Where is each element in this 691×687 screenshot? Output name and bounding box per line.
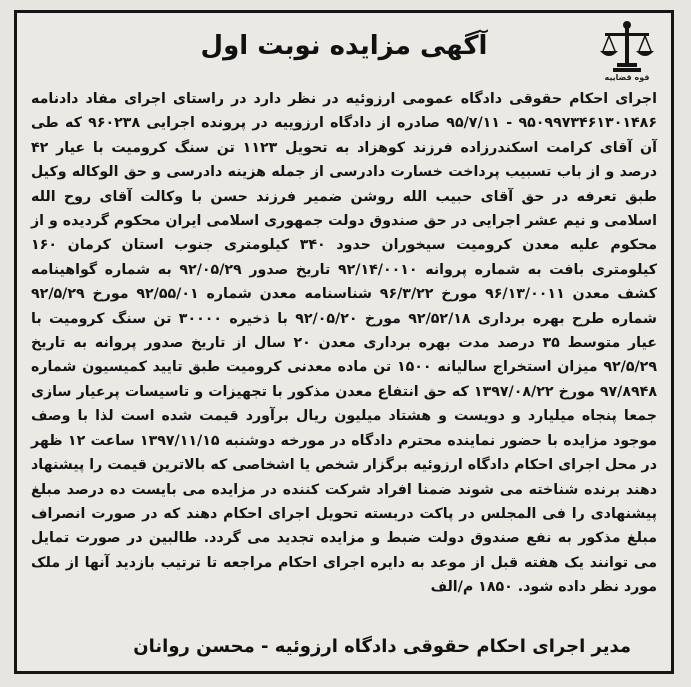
notice-signature: مدیر اجرای احکام حقوقی دادگاه ارزوئیه - محسن روانان: [133, 636, 631, 657]
notice-title: آگهی مزایده نوبت اول: [200, 31, 488, 61]
emblem-caption: قوه قضاییه: [604, 73, 650, 82]
notice-body: اجرای احکام حقوقی دادگاه عمومی ارزوئیه در نظر دارد در راستای اجرای مفاد دادنامه ۹۵۰۹۹۷۳۴۶۱۳۰۱۴۸۶ - ۹۵/۷/۱۱ صادره از دادگاه ارزوییه در پرونده اجرایی ۹۶۰۲۳۸ که طی آن آقای کرامت اسکندرزاده فرزند کوهزاد به تحویل ۱۱۲۳ تن سنگ کرومیت با عیار ۴۲ درصد و از باب تسبیب پرداخت خسارت دادرسی از جمله هزینه دادرسی و حق الوکاله وکیل طبق تعرفه در حق آقای حبیب الله روشن ضمیر فرزند حسن با وکالت آقای روح الله اسلامی و نیم عشر اجرایی در حق صندوق دولت جمهوری اسلامی ایران محکوم گردیده و از محکوم علیه معدن کرومیت سیخوران حدود ۳۴۰ کیلومتری جنوب استان کرمان ۱۶۰ کیلومتری بافت به شماره پروانه ۹۲/۱۴/۰۰۱۰ تاریخ صدور ۹۲/۰۵/۲۹ به شماره گواهینامه کشف معدن ۹۶/۱۳/۰۰۱۱ مورخ ۹۶/۳/۲۲ شناسنامه معدن شماره ۹۲/۵۵/۰۱ مورخ ۹۲/۵/۲۹ شماره طرح بهره برداری ۹۲/۵۲/۱۸ مورخ ۹۲/۰۵/۲۰ با ذخیره ۳۰۰۰۰ تن سنگ کرومیت با عیار متوسط ۳۵ درصد مدت بهره برداری معدن ۲۰ سال از تاریخ صدور پروانه به تاریخ ۹۲/۵/۲۹ میزان استخراج سالیانه ۱۵۰۰ تن ماده معدنی کرومیت طبق تایید کمیسیون شماره ۹۷/۸۹۴۸ مورخ ۱۳۹۷/۰۸/۲۲ که حق انتفاع معدن مذکور با تجهیزات و تاسیسات پرعیار سازی جمعا پنجاه میلیارد و دویست و هشتاد میلیون ریال برآورد قیمت شده است لذا با وصف موجود مزایده با حضور نماینده محترم دادگاه در مورخه دوشنبه ۱۳۹۷/۱۱/۱۵ ساعت ۱۲ ظهر در محل اجرای احکام دادگاه ارزوئیه برگزار شخص یا اشخاصی که بالاترین قیمت را پیشنهاد دهند برنده شناخته می شوند ضمنا افراد شرکت کننده در مزایده می بایست ده درصد مبلغ پیشنهادی را فی المجلس در پاکت دربسته تحویل اجرای احکام دهند که در صورت انصراف مبلغ مذکور به نفع صندوق دولت ضبط و مزایده تجدید می گردد. طالبین در صورت تمایل می توانند یک هفته قبل از موعد به دایره اجرای احکام مراجعه تا ترتیب بازدید آنها از ملک مورد نظر داده شود. ۱۸۵۰ م/الف: [31, 91, 658, 596]
notice-frame: [14, 10, 674, 674]
notice-header: [17, 13, 671, 87]
